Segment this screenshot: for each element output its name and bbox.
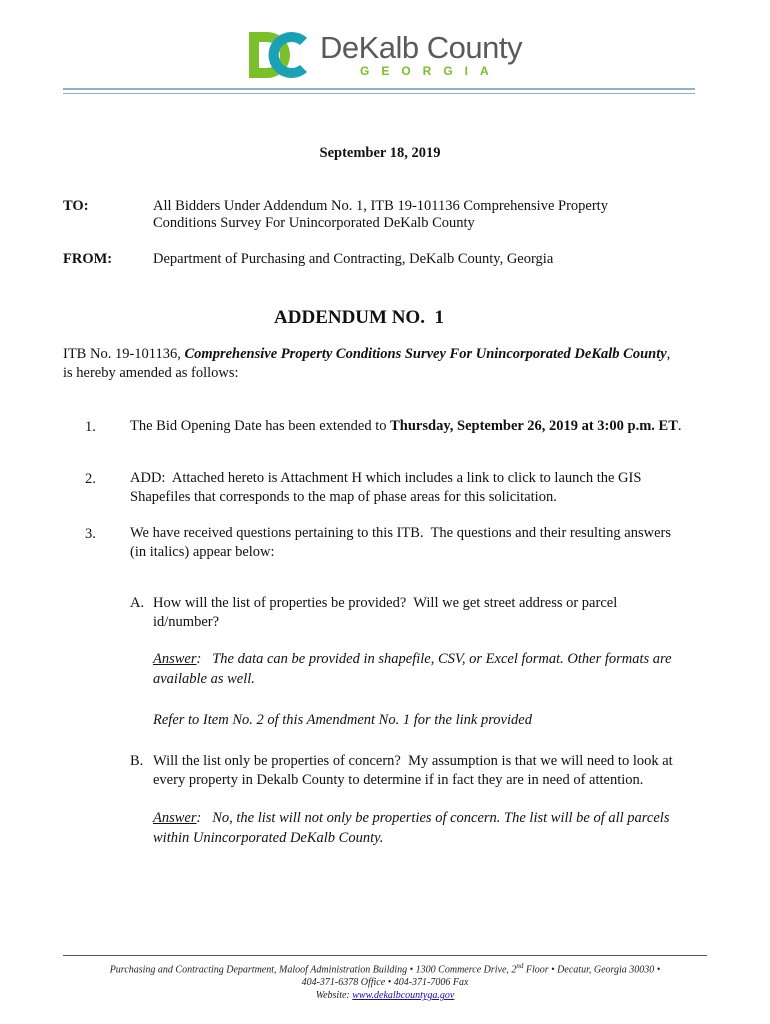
to-line-1: All Bidders Under Addendum No. 1, ITB 19-101136 Comprehensive Property [153,198,608,214]
item-number-2: 2. [85,471,96,487]
header-rule [63,88,695,90]
item-2-text [130,469,710,507]
intro-prefix: ITB No. 19-101136, [63,346,185,362]
answer-a-line-1: : The data can be provided in shapefile, CSV, or Excel format. Other formats are [196,651,672,667]
item-1-lead: The Bid Opening Date has been extended to [130,418,391,434]
item-1-text [130,417,710,436]
footer-address-a: Purchasing and Contracting Department, Maloof Administration Building • 1300 Commerce Drive, 2 [109,964,517,976]
document-date: September 18, 2019 [319,145,441,161]
question-b-line-2: every property in Dekalb County to determine if in fact they are in need of attention. [153,772,644,788]
item-1-date: Thursday, September 26, 2019 at 3:00 p.m. ET [390,418,678,434]
item-1-end: . [677,418,682,434]
intro-paragraph [63,345,723,383]
item-number-1: 1. [85,419,96,435]
item-number-3: 3. [85,526,96,542]
answer-b-line-2: within Unincorporated DeKalb County. [153,830,384,846]
to-line-2: Conditions Survey For Unincorporated DeKalb County [153,215,475,231]
to-label: TO: [63,198,89,214]
item-3-line-2: (in italics) appear below: [130,544,275,560]
question-a-letter: A. [130,595,145,611]
answer-a-note: Refer to Item No. 2 of this Amendment No. 1 for the link provided [153,712,532,728]
header-rule-thin [63,93,695,94]
item-2-line-1: ADD: Attached hereto is Attachment H which includes a link to click to launch the GIS [130,470,642,486]
footer-address-b: Floor • Decatur, Georgia 30030 • [523,964,661,976]
question-a [130,594,710,630]
from-label: FROM: [63,251,113,267]
footer-sup: nd [516,962,524,970]
intro-suffix: , [666,346,671,362]
question-b-line-1: Will the list only be properties of concern? My assumption is that we will need to look at [153,753,673,769]
footer-website-label: Website: [315,990,353,1002]
answer-a-label: Answer [153,651,197,667]
answer-b [153,808,713,848]
dekalb-logo-mark [247,30,309,80]
intro-title: Comprehensive Property Conditions Survey For Unincorporated DeKalb County [184,346,667,362]
answer-a-line-2: available as well. [153,671,255,687]
footer [0,960,770,1002]
answer-a [153,649,713,689]
question-a-line-1: How will the list of properties be provided? Will we get street address or parcel [153,595,618,611]
logo-state: GEORGIA [360,64,501,78]
logo-d-stem [249,32,259,78]
logo-county-name: DeKalb County [320,30,523,65]
item-3-line-1: We have received questions pertaining to this ITB. The questions and their resulting answers [130,525,671,541]
item-2-line-2: Shapefiles that corresponds to the map of phase areas for this solicitation. [130,489,557,505]
intro-line-2: is hereby amended as follows: [63,365,239,381]
question-b-letter: B. [130,753,144,769]
to-text [153,198,713,232]
question-a-line-2: id/number? [153,614,220,630]
question-b [130,752,710,788]
answer-b-line-1: : No, the list will not only be properties of concern. The list will be of all parcels [196,810,670,826]
footer-website-link[interactable]: www.dekalbcountyga.gov [352,990,455,1002]
from-text: Department of Purchasing and Contracting, DeKalb County, Georgia [153,251,554,267]
answer-b-label: Answer [153,810,197,826]
footer-phone: 404-371-6378 Office • 404-371-7006 Fax [301,977,469,989]
addendum-heading: ADDENDUM NO. 1 [274,307,444,328]
footer-rule [63,955,707,956]
item-3-text [130,524,710,562]
